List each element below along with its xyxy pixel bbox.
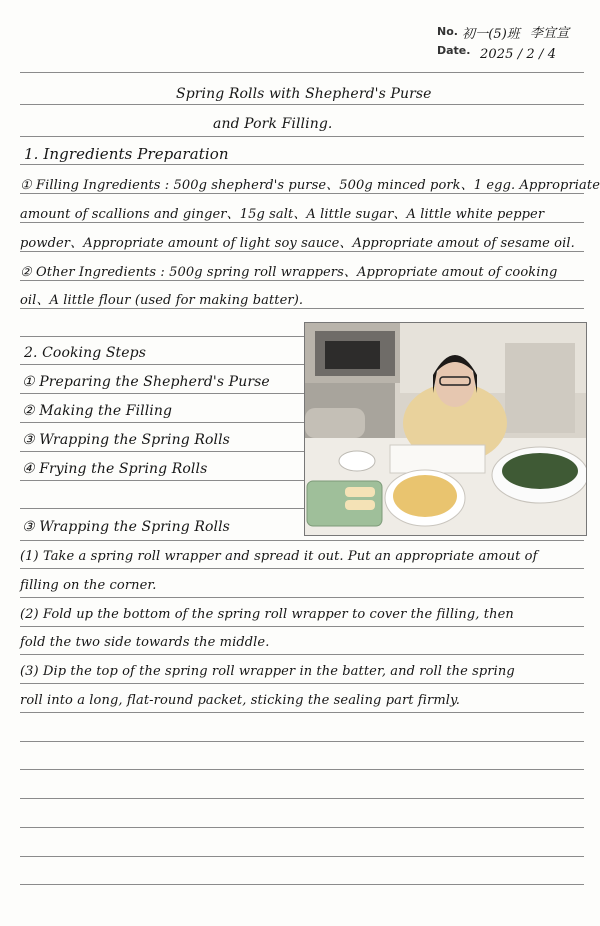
date-value: 2025 / 2 / 4 — [480, 47, 557, 62]
rule-line — [20, 769, 584, 770]
rule-line — [20, 798, 584, 799]
student-name: 李宜宣 — [530, 26, 570, 41]
rule-line — [20, 222, 584, 223]
section1-line: ① Filling Ingredients : 500g shepherd's purse、500g minced pork、1 egg. Appropriate — [20, 178, 600, 193]
section3-line: (1) Take a spring roll wrapper and spread it out. Put an appropriate amout of — [20, 549, 538, 564]
rule-line — [20, 827, 584, 828]
rule-line — [20, 336, 304, 337]
rule-line — [20, 393, 304, 394]
rule-line — [20, 597, 584, 598]
rule-line — [20, 136, 584, 137]
rule-line — [20, 683, 584, 684]
rule-line — [20, 508, 304, 509]
rule-line — [20, 280, 584, 281]
section3-line: filling on the corner. — [20, 578, 157, 593]
rule-line — [20, 856, 584, 857]
no-label: No. — [437, 25, 458, 38]
section1-line: oil、A little flour (used for making batter). — [20, 293, 304, 308]
section3-line: (3) Dip the top of the spring roll wrapper in the batter, and roll the spring — [20, 664, 515, 679]
rule-line — [20, 451, 304, 452]
rule-line — [20, 308, 584, 309]
cooking-step: ② Making the Filling — [22, 403, 173, 419]
section2-heading: 2. Cooking Steps — [24, 345, 147, 361]
rule-line — [20, 884, 584, 885]
rule-line — [20, 72, 584, 73]
rule-line — [20, 654, 584, 655]
title-line-2: and Pork Filling. — [213, 116, 333, 132]
rule-line — [20, 422, 304, 423]
rule-line — [20, 626, 584, 627]
date-label: Date. — [437, 44, 471, 57]
rule-line — [20, 712, 584, 713]
section3-heading: ③ Wrapping the Spring Rolls — [22, 519, 230, 535]
title-line-1: Spring Rolls with Shepherd's Purse — [176, 86, 432, 102]
cooking-step: ③ Wrapping the Spring Rolls — [22, 432, 230, 448]
rule-line — [20, 480, 304, 481]
photo-illustration — [305, 323, 586, 535]
section1-heading: 1. Ingredients Preparation — [24, 145, 229, 163]
section1-line: amount of scallions and ginger、15g salt、A little sugar、A little white pepper — [20, 207, 545, 222]
cooking-step: ④ Frying the Spring Rolls — [22, 461, 208, 477]
section1-line: ② Other Ingredients : 500g spring roll wrappers、Appropriate amout of cooking — [20, 265, 558, 280]
rule-line — [20, 568, 584, 569]
cooking-step: ① Preparing the Shepherd's Purse — [22, 374, 270, 390]
rule-line — [20, 193, 584, 194]
rule-line — [20, 251, 584, 252]
rule-line — [20, 540, 584, 541]
rule-line — [20, 741, 584, 742]
cooking-photo — [304, 322, 587, 536]
rule-line — [20, 164, 584, 165]
section3-line: roll into a long, flat-round packet, sticking the sealing part firmly. — [20, 693, 460, 708]
section3-line: (2) Fold up the bottom of the spring roll wrapper to cover the filling, then — [20, 607, 514, 622]
rule-line — [20, 364, 304, 365]
section1-line: powder、Appropriate amount of light soy sauce、Appropriate amout of sesame oil. — [20, 236, 575, 251]
rule-line — [20, 104, 584, 105]
class-value: 初一(5)班 — [462, 27, 521, 42]
section3-line: fold the two side towards the middle. — [20, 635, 270, 650]
